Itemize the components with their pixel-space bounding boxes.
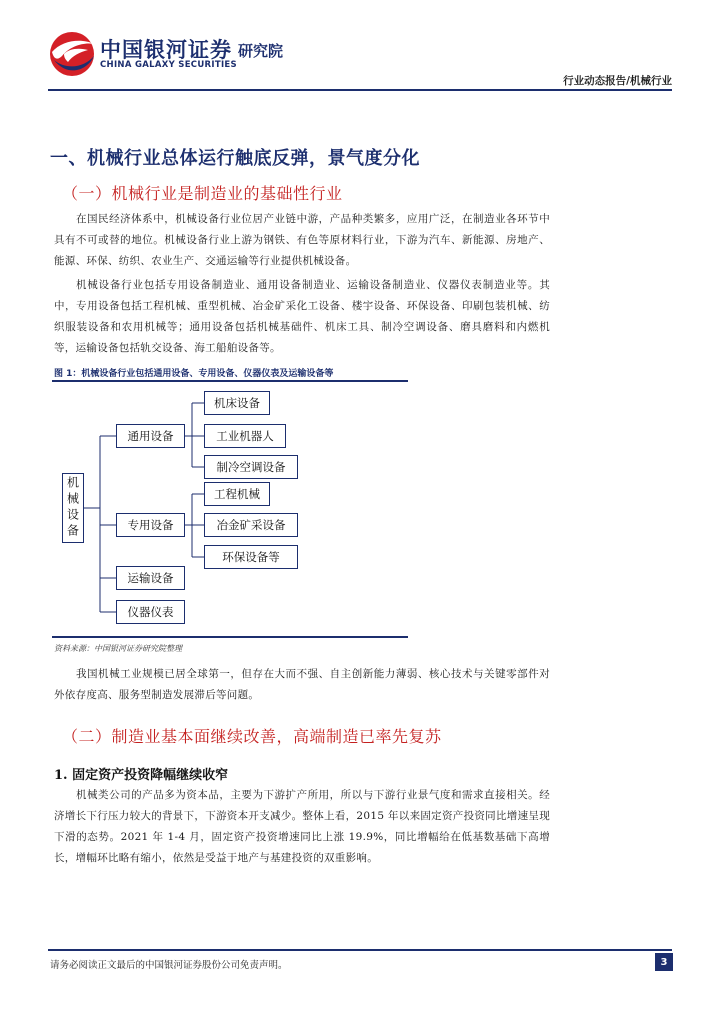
tree-leaf-node: 环保设备等 xyxy=(204,545,298,569)
figure-source: 资料来源：中国银河证券研究院整理 xyxy=(54,644,182,653)
tree-leaf-node: 机床设备 xyxy=(204,391,270,415)
tree-category-node: 通用设备 xyxy=(116,424,185,448)
logo-english-name: CHINA GALAXY SECURITIES xyxy=(100,60,237,70)
section-title: 一、机械行业总体运行触底反弹，景气度分化 xyxy=(50,148,420,169)
paragraph: 机械类公司的产品多为资本品，主要为下游扩产所用，所以与下游行业景气度和需求直接相关。经济增长下行压力较大的背景下，下游资本开支减少。整体上看，2015 年以来固定资产投资同比增速呈现下滑的态势。2021 年 1-4 月，固定资产投资增速同比上涨 19.9%，同比增幅给在低基数基础下高增长，增幅环比略有缩小，依然是受益于地产与基建投资的双重影响。 xyxy=(54,789,550,864)
logo-chinese-name: 中国银河证券 xyxy=(100,38,232,62)
paragraph: 机械设备行业包括专用设备制造业、通用设备制造业、运输设备制造业、仪器仪表制造业等。其中，专用设备包括工程机械、重型机械、冶金矿采化工设备、楼宇设备、环保设备、印刷包装机械、纺织服装设备和农用机械等；通用设备包括机械基础件、机床工具、制冷空调设备、磨具磨料和内燃机等，运输设备包括轨交设备、海工船舶设备等。 xyxy=(54,279,550,354)
footer-disclaimer: 请务必阅读正文最后的中国银河证券股份公司免责声明。 xyxy=(50,960,288,971)
report-type: 行业动态报告/机械行业 xyxy=(563,75,672,87)
paragraph: 在国民经济体系中，机械设备行业位居产业链中游，产品种类繁多，应用广泛，在制造业各环节中具有不可或替的地位。机械设备行业上游为钢铁、有色等原材料行业，下游为汽车、新能源、房地产、能源、环保、纺织、农业生产、交通运输等行业提供机械设备。 xyxy=(54,213,550,267)
tree-category-node: 仪器仪表 xyxy=(116,600,185,624)
logo-institute: 研究院 xyxy=(238,42,284,60)
tree-category-node: 运输设备 xyxy=(116,566,185,590)
tree-leaf-node: 工业机器人 xyxy=(204,424,286,448)
subsection-title-1: （一）机械行业是制造业的基础性行业 xyxy=(62,184,343,203)
tree-leaf-node: 工程机械 xyxy=(204,482,270,506)
tree-category-node: 专用设备 xyxy=(116,513,185,537)
tree-leaf-node: 制冷空调设备 xyxy=(204,455,298,479)
paragraph: 我国机械工业规模已居全球第一，但存在大而不强、自主创新能力薄弱、核心技术与关键零部件对外依存度高、服务型制造发展滞后等问题。 xyxy=(54,668,550,701)
subsection-title-2: （二）制造业基本面继续改善，高端制造已率先复苏 xyxy=(62,727,442,746)
tree-root-node: 机械设备 xyxy=(62,473,84,543)
point-title: 1. 固定资产投资降幅继续收窄 xyxy=(54,768,229,783)
figure-bottom-rule xyxy=(52,636,408,638)
tree-leaf-node: 冶金矿采设备 xyxy=(204,513,298,537)
figure-caption: 图 1：机械设备行业包括通用设备、专用设备、仪器仪表及运输设备等 xyxy=(54,369,334,379)
footer-divider xyxy=(48,949,672,951)
page-number: 3 xyxy=(655,953,673,971)
